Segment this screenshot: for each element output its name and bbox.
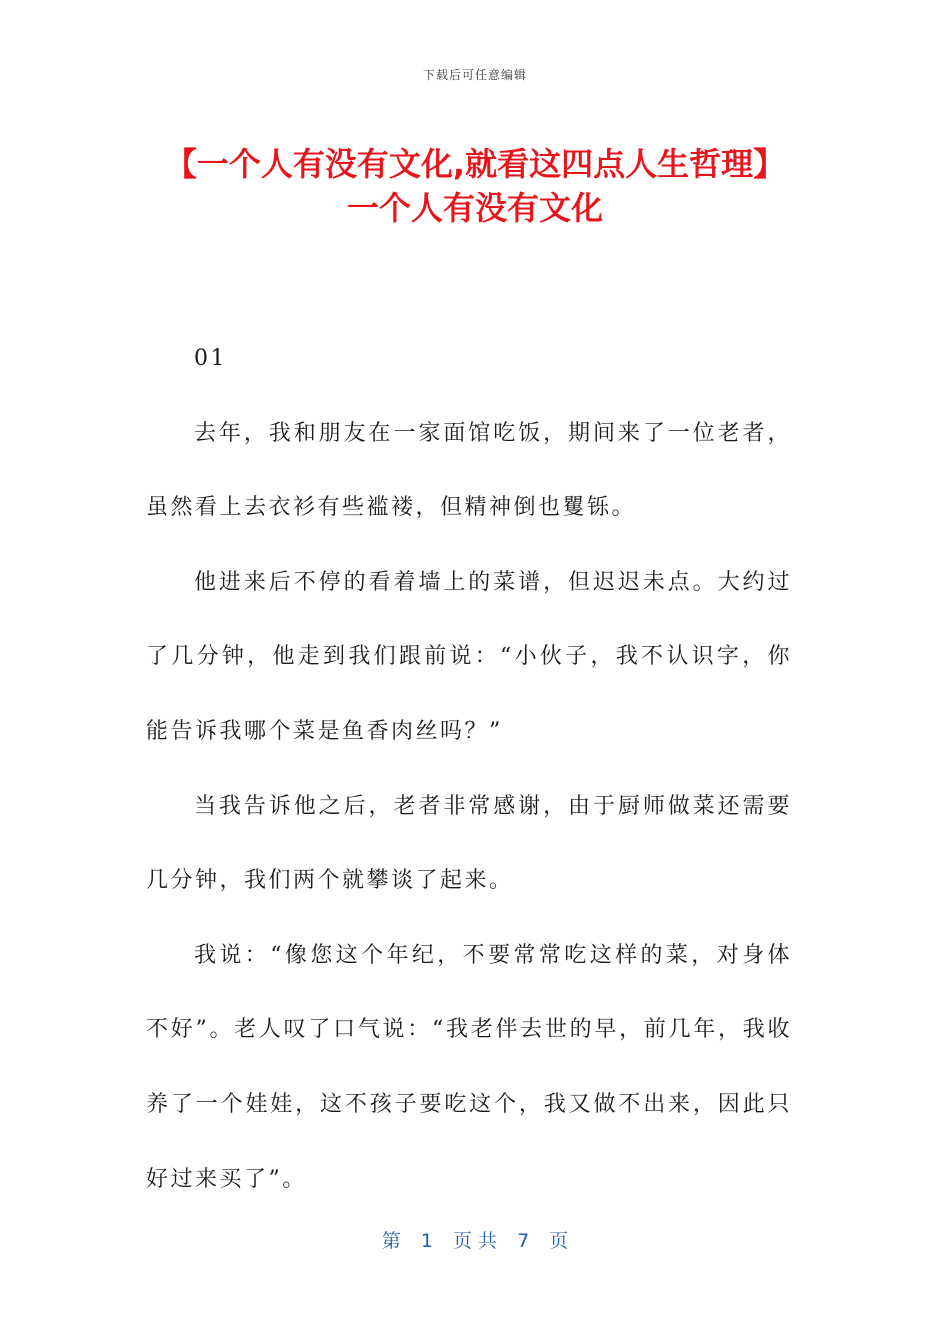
current-page-number: 1 <box>420 1230 433 1252</box>
title-line-1: 【一个人有没有文化,就看这四点人生哲理】 <box>164 145 786 183</box>
total-pages-number: 7 <box>517 1230 530 1252</box>
page-footer <box>0 1226 950 1253</box>
section-number: 01 <box>194 346 227 371</box>
title-line-2: 一个人有没有文化 <box>346 189 603 227</box>
paragraph-4: 我说：“像您这个年纪，不要常常吃这样的菜，对身体不好”。老人叹了口气说：“我老伴去世的早，前几年，我收养了一个娃娃，这不孩子要吃这个，我又做不出来，因此只好过来买了”。 <box>146 942 792 1192</box>
footer-label-ye: 页 <box>549 1230 569 1252</box>
document-body <box>146 322 792 1217</box>
paragraph-2: 他进来后不停的看着墙上的菜谱，但迟迟未点。大约过了几分钟，他走到我们跟前说：“小伙子，我不认识字，你能告诉我哪个菜是鱼香肉丝吗？” <box>146 569 792 744</box>
header-note: 下载后可任意编辑 <box>422 68 527 82</box>
footer-label-di: 第 <box>381 1230 401 1252</box>
paragraph-1: 去年，我和朋友在一家面馆吃饭，期间来了一位老者，虽然看上去衣衫有些褴褛，但精神倒也矍铄。 <box>146 420 792 521</box>
footer-label-ye-gong: 页 共 <box>452 1230 498 1252</box>
document-title <box>100 142 850 230</box>
paragraph-3: 当我告诉他之后，老者非常感谢，由于厨师做菜还需要几分钟，我们两个就攀谈了起来。 <box>146 793 792 894</box>
